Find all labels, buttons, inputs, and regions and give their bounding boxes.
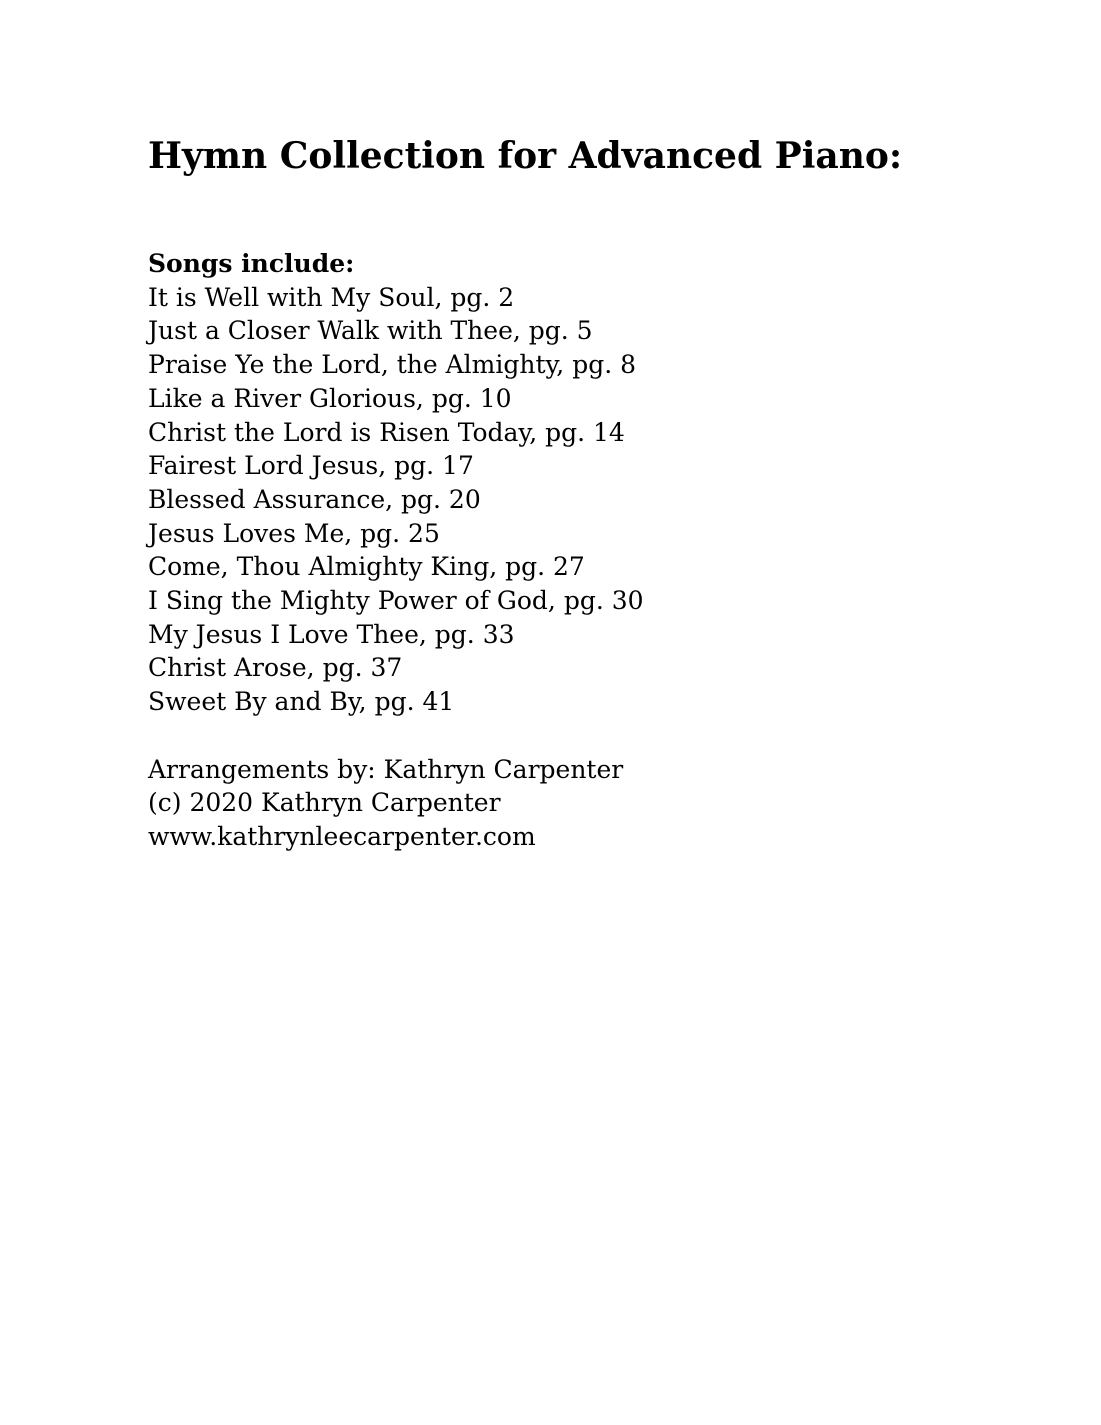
credits-block (148, 753, 948, 854)
song-item: Just a Closer Walk with Thee, pg. 5 (148, 316, 593, 346)
song-item: Praise Ye the Lord, the Almighty, pg. 8 (148, 350, 637, 380)
song-item: Jesus Loves Me, pg. 25 (148, 518, 440, 548)
website-text: www.kathrynleecarpenter.com (148, 821, 536, 851)
song-item: Blessed Assurance, pg. 20 (148, 484, 481, 514)
song-item: Come, Thou Almighty King, pg. 27 (148, 552, 585, 582)
song-item: Christ Arose, pg. 37 (148, 653, 403, 683)
songs-heading: Songs include: (148, 249, 355, 278)
song-item: Sweet By and By, pg. 41 (148, 687, 455, 717)
song-item: Fairest Lord Jesus, pg. 17 (148, 451, 474, 481)
song-item: It is Well with My Soul, pg. 2 (148, 282, 515, 312)
song-item: Christ the Lord is Risen Today, pg. 14 (148, 417, 625, 447)
song-item: I Sing the Mighty Power of God, pg. 30 (148, 586, 644, 616)
song-item: Like a River Glorious, pg. 10 (148, 383, 512, 413)
arrangements-credit: Arrangements by: Kathryn Carpenter (148, 754, 624, 784)
document-title: Hymn Collection for Advanced Piano: (148, 135, 903, 177)
song-item: My Jesus I Love Thee, pg. 33 (148, 619, 515, 649)
copyright-notice: (c) 2020 Kathryn Carpenter (148, 788, 501, 818)
document-content (148, 247, 948, 854)
song-list (148, 281, 948, 719)
